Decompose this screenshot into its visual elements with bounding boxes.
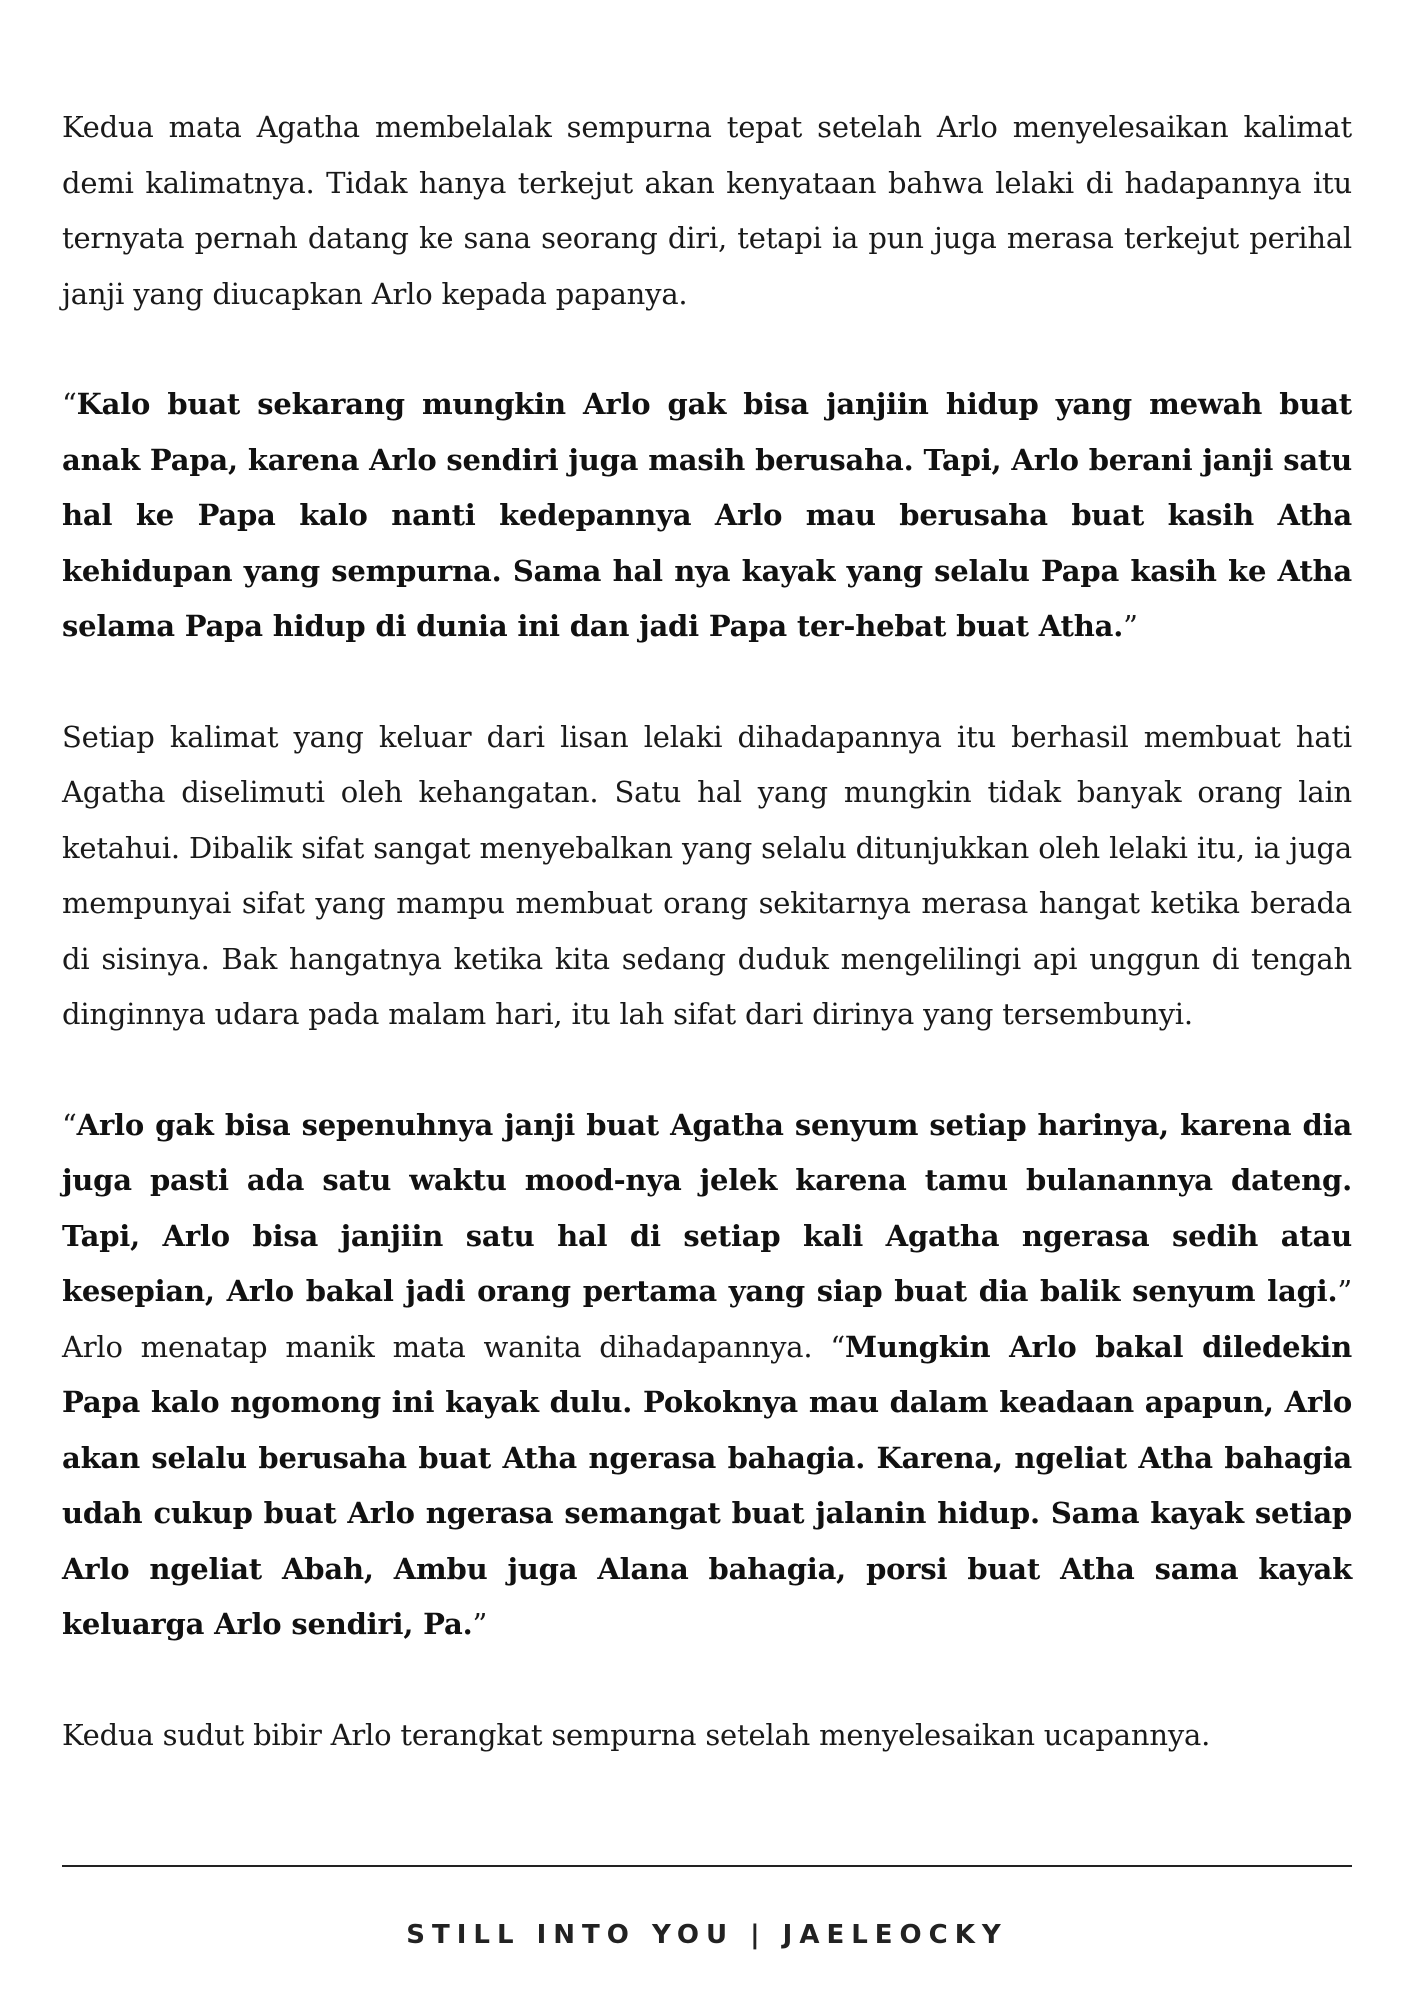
close-quote: ”: [472, 1607, 488, 1641]
paragraph-narration-2: [62, 710, 1352, 1043]
open-quote: “: [62, 387, 77, 421]
paragraph-dialogue-1: [62, 377, 1352, 655]
paragraph-gap: [62, 322, 1352, 377]
paragraph-narration-3: [62, 1708, 1352, 1764]
dialogue-text: Mungkin Arlo bakal diledekin Papa kalo ngomong ini kayak dulu. Pokoknya mau dalam keadaan apapun, Arlo akan selalu berusaha buat Atha ngerasa bahagia. Karena, ngeliat Atha bahagia udah cukup buat Arlo ngerasa semangat buat jalanin hidup. Sama kayak setiap Arlo ngeliat Abah, Ambu juga Alana bahagia, porsi buat Atha sama kayak keluarga Arlo sendiri, Pa.: [62, 1329, 1352, 1641]
paragraph-text: Setiap kalimat yang keluar dari lisan lelaki dihadapannya itu berhasil membuat hati Agatha diselimuti oleh kehangatan. Satu hal yang mungkin tidak banyak orang lain ketahui. Dibalik sifat sangat menyebalkan yang selalu ditunjukkan oleh lelaki itu, ia juga mempunyai sifat yang mampu membuat orang sekitarnya merasa hangat ketika berada di sisinya. Bak hangatnya ketika kita sedang duduk mengelilingi api unggun di tengah dinginnya udara pada malam hari, itu lah sifat dari dirinya yang tersembunyi.: [62, 719, 1352, 1031]
paragraph-gap: [62, 1653, 1352, 1708]
paragraph-text: Kedua mata Agatha membelalak sempurna tepat setelah Arlo menyelesaikan kalimat demi kalimatnya. Tidak hanya terkejut akan kenyataan bahwa lelaki di hadapannya itu ternyata pernah datang ke sana seorang diri, tetapi ia pun juga merasa terkejut perihal janji yang diucapkan Arlo kepada papanya.: [62, 110, 1352, 311]
paragraph-narration-1: [62, 100, 1352, 322]
paragraph-gap: [62, 1043, 1352, 1098]
dialogue-text: Kalo buat sekarang mungkin Arlo gak bisa janjiin hidup yang mewah buat anak Papa, karena Arlo sendiri juga masih berusaha. Tapi, Arlo berani janji satu hal ke Papa kalo nanti kedepannya Arlo mau berusaha buat kasih Atha kehidupan yang sempurna. Sama hal nya kayak yang selalu Papa kasih ke Atha selama Papa hidup di dunia ini dan jadi Papa ter-hebat buat Atha.: [62, 387, 1352, 643]
paragraph-dialogue-2: [62, 1098, 1352, 1653]
footer-divider: [62, 1865, 1352, 1867]
close-quote: ”: [1123, 609, 1138, 643]
narration-text: Arlo menatap manik mata wanita dihadapannya. “: [62, 1329, 845, 1364]
close-quote: ”: [1337, 1274, 1352, 1308]
paragraph-gap: [62, 655, 1352, 710]
paragraph-text: Kedua sudut bibir Arlo terangkat sempurna setelah menyelesaikan ucapannya.: [62, 1717, 1211, 1752]
story-page: [62, 100, 1352, 1763]
dialogue-text: Arlo gak bisa sepenuhnya janji buat Agatha senyum setiap harinya, karena dia juga pasti ada satu waktu mood-nya jelek karena tamu bulanannya dateng. Tapi, Arlo bisa janjiin satu hal di setiap kali Agatha ngerasa sedih atau kesepian, Arlo bakal jadi orang pertama yang siap buat dia balik senyum lagi.: [62, 1107, 1352, 1308]
footer-title: STILL INTO YOU | JAELEOCKY: [406, 1920, 1008, 1950]
open-quote: “: [62, 1107, 77, 1142]
